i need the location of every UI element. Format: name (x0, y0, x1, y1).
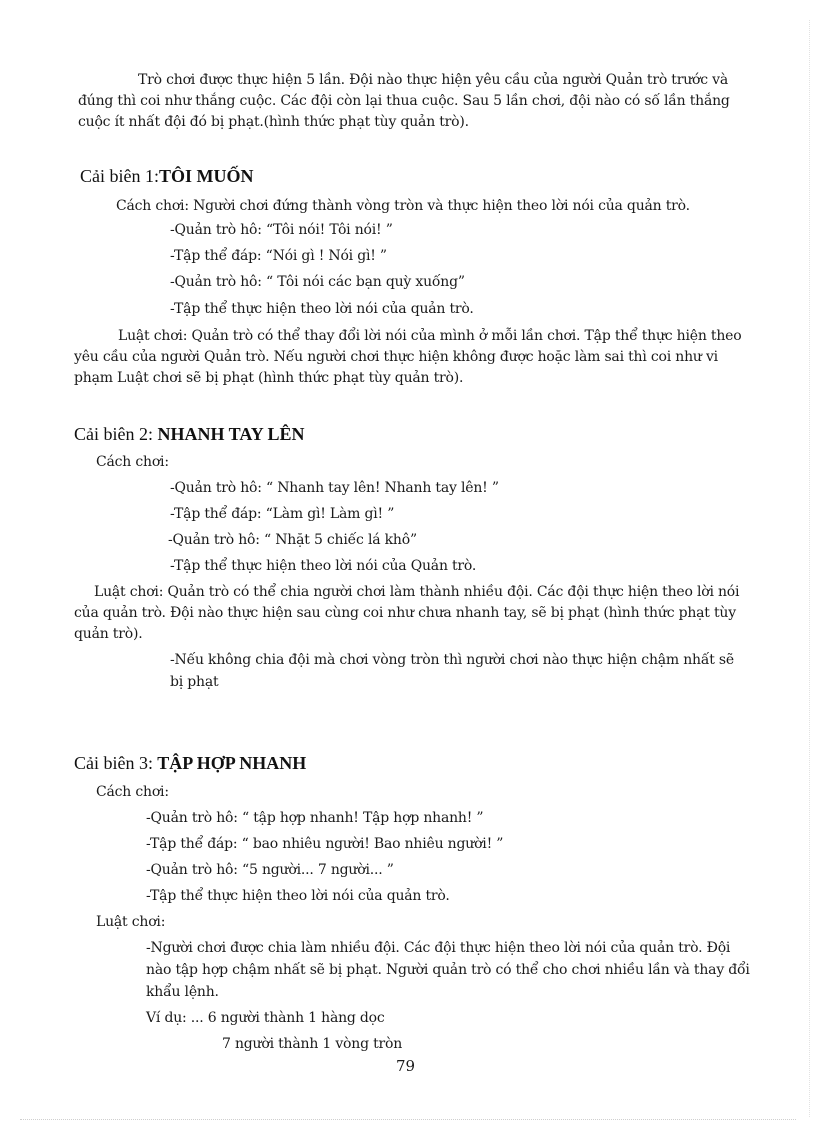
section1-intro: Cách chơi: Người chơi đứng thành vòng tròn và thực hiện theo lời nói của quản trò. (116, 198, 690, 214)
section3-step-2: -Tập thể đáp: “ bao nhiêu người! Bao nhiêu người! ” (146, 836, 504, 852)
section2-note-line-2: bị phạt (170, 674, 219, 690)
section2-how: Cách chơi: (96, 454, 169, 470)
intro-line-2: đúng thì coi như thắng cuộc. Các đội còn lại thua cuộc. Sau 5 lần chơi, đội nào có số lần thắng (78, 93, 730, 109)
intro-line-1: Trò chơi được thực hiện 5 lần. Đội nào thực hiện yêu cầu của người Quản trò trước và (138, 72, 729, 88)
section2-rules-line-1: Luật chơi: Quản trò có thể chia người chơi làm thành nhiều đội. Các đội thực hiện theo lời nói (94, 584, 740, 600)
section1-prefix: Cải biên 1: (80, 166, 159, 186)
section2-heading (74, 422, 305, 446)
section1-rules-line-2: yêu cầu của người Quản trò. Nếu người chơi thực hiện không được hoặc làm sai thì coi như vi (74, 349, 718, 365)
section3-title: TẬP HỢP NHANH (157, 753, 307, 773)
section2-rules-line-2: của quản trò. Đội nào thực hiện sau cùng coi như chưa nhanh tay, sẽ bị phạt (hình thức phạt tùy (74, 605, 736, 621)
section2-step-4: -Tập thể thực hiện theo lời nói của Quản trò. (170, 558, 477, 574)
section2-step-1: -Quản trò hô: “ Nhanh tay lên! Nhanh tay lên! ” (170, 480, 499, 496)
section3-step-4: -Tập thể thực hiện theo lời nói của quản trò. (146, 888, 450, 904)
section3-example-2: 7 người thành 1 vòng tròn (222, 1036, 403, 1052)
intro-line-3: cuộc ít nhất đội đó bị phạt.(hình thức phạt tùy quản trò). (78, 114, 469, 130)
section1-rules-line-1: Luật chơi: Quản trò có thể thay đổi lời nói của mình ở mỗi lần chơi. Tập thể thực hiện theo (118, 328, 742, 344)
section1-title: TÔI MUỐN (159, 166, 254, 186)
section1-step-4: -Tập thể thực hiện theo lời nói của quản trò. (170, 301, 474, 317)
page-number: 79 (396, 1057, 416, 1075)
section3-rules-label: Luật chơi: (96, 914, 166, 930)
section3-example: Ví dụ: ... 6 người thành 1 hàng dọc (146, 1010, 385, 1026)
section1-step-1: -Quản trò hô: “Tôi nói! Tôi nói! ” (170, 222, 393, 238)
section1-rules-line-3: phạm Luật chơi sẽ bị phạt (hình thức phạt tùy quản trò). (74, 370, 464, 386)
section3-step-3: -Quản trò hô: “5 người... 7 người... ” (146, 862, 394, 878)
section2-title: NHANH TAY LÊN (157, 424, 305, 444)
section3-rules-line-2: nào tập hợp chậm nhất sẽ bị phạt. Người quản trò có thể cho chơi nhiều lần và thay đổi (146, 962, 750, 978)
section2-rules-line-3: quản trò). (74, 626, 143, 642)
section3-rules-line-1: -Người chơi được chia làm nhiều đội. Các đội thực hiện theo lời nói của quản trò. Đội (146, 940, 731, 956)
section3-step-1: -Quản trò hô: “ tập hợp nhanh! Tập hợp nhanh! ” (146, 810, 484, 826)
section1-step-2: -Tập thể đáp: “Nói gì ! Nói gì! ” (170, 248, 387, 264)
section3-prefix: Cải biên 3: (74, 753, 153, 773)
page-bottom-border (20, 1119, 796, 1120)
section1-heading (80, 164, 254, 188)
section2-note-line-1: -Nếu không chia đội mà chơi vòng tròn thì người chơi nào thực hiện chậm nhất sẽ (170, 652, 734, 668)
section3-rules-line-3: khẩu lệnh. (146, 984, 219, 1000)
section3-how: Cách chơi: (96, 784, 169, 800)
section2-prefix: Cải biên 2: (74, 424, 153, 444)
section2-step-3: -Quản trò hô: “ Nhặt 5 chiếc lá khô” (168, 532, 417, 548)
page-right-border (809, 20, 810, 1117)
section2-step-2: -Tập thể đáp: “Làm gì! Làm gì! ” (170, 506, 395, 522)
section1-step-3: -Quản trò hô: “ Tôi nói các bạn quỳ xuống” (170, 274, 465, 290)
section3-heading (74, 751, 306, 775)
